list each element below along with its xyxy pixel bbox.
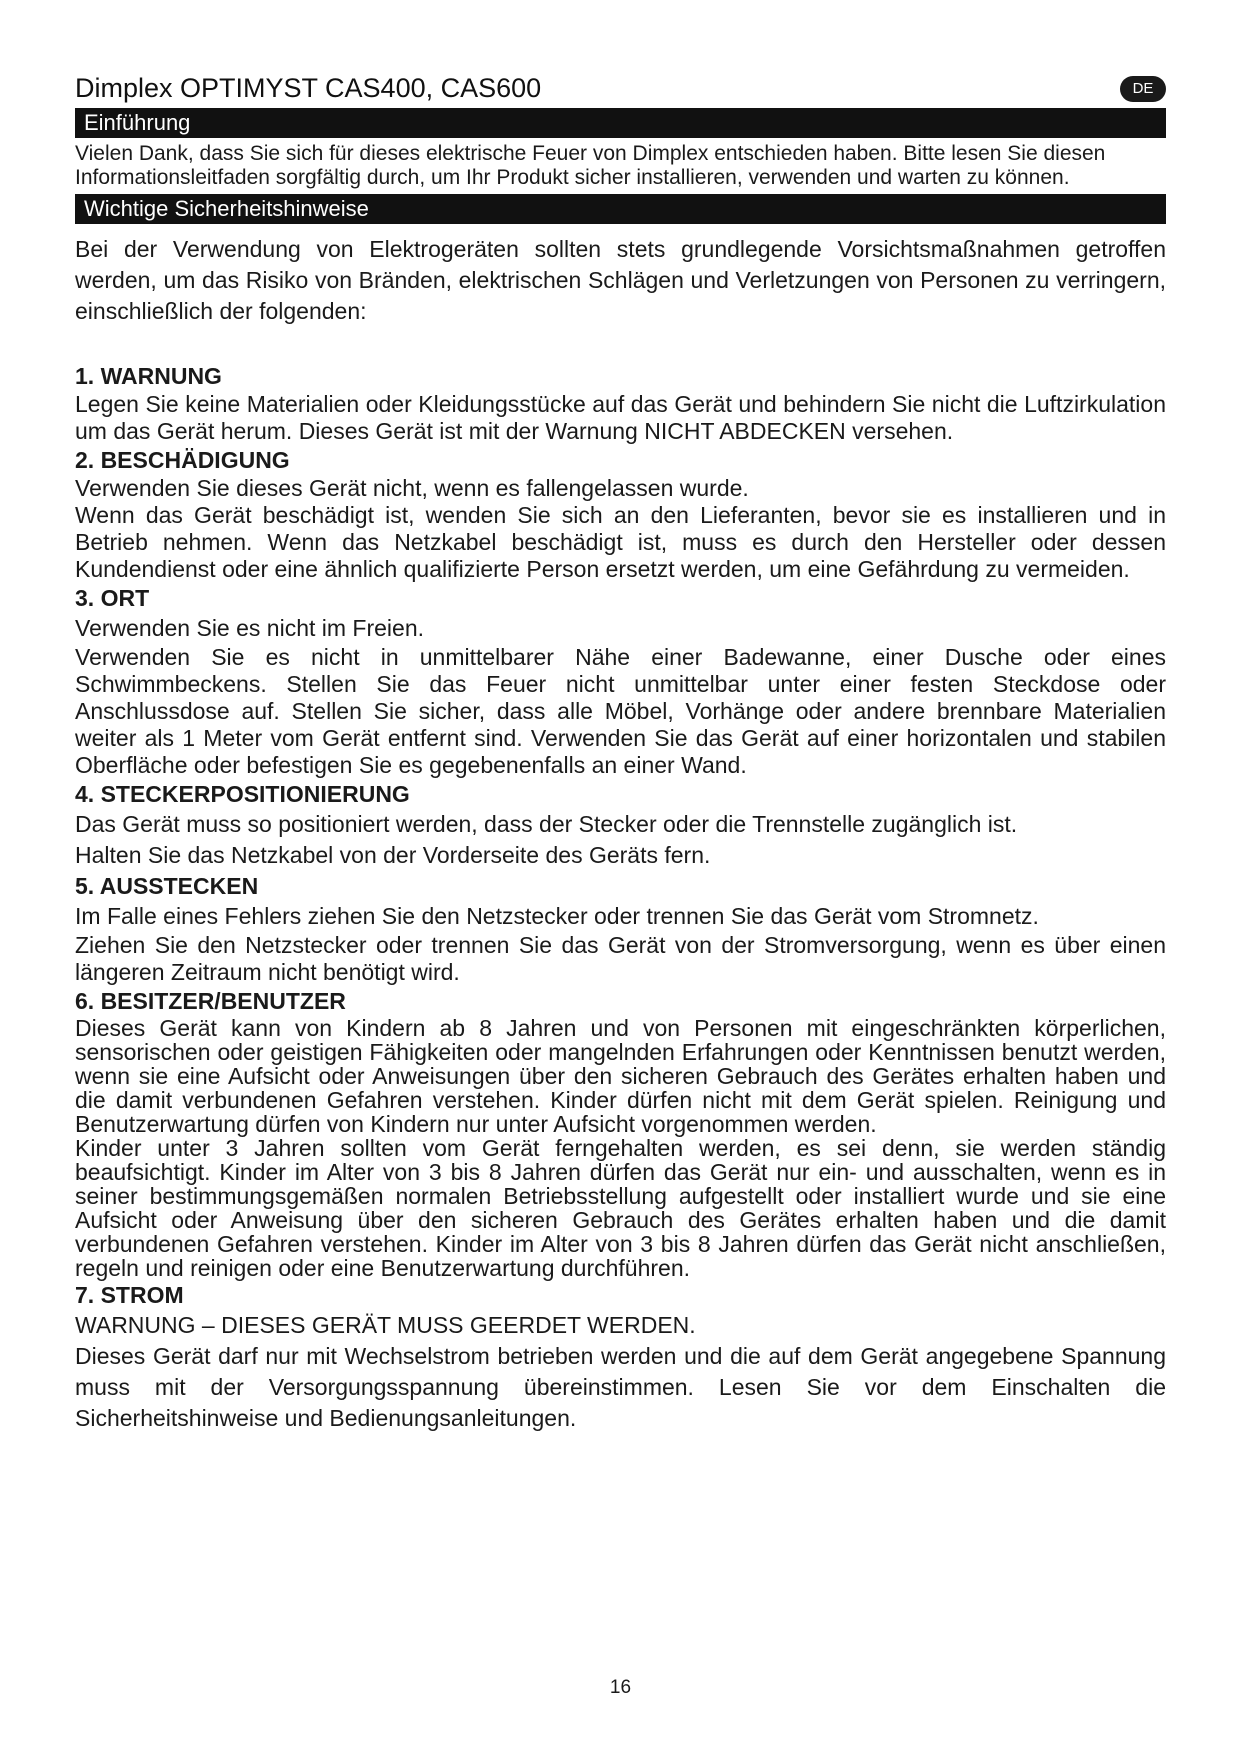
page-header — [75, 72, 1166, 108]
section-besitzer-benutzer — [75, 986, 1166, 1280]
safety-heading-bar: Wichtige Sicherheitshinweise — [75, 194, 1166, 224]
section-heading: 6. BESITZER/BENUTZER — [75, 988, 346, 1014]
page-number: 16 — [609, 1677, 632, 1698]
section-warnung — [75, 361, 1166, 445]
section-ausstecken — [75, 871, 1166, 986]
intro-text: Vielen Dank, dass Sie sich für dieses elektrische Feuer von Dimplex entschieden haben. Bitte lesen Sie diesen Informationsleitfaden sorgfältig durch, um Ihr Produkt sicher installieren, verwenden und warten zu können. — [75, 142, 1106, 189]
section-paragraph: Legen Sie keine Materialien oder Kleidungsstücke auf das Gerät und behindern Sie nicht die Luftzirkulation um das Gerät herum. Dieses Gerät ist mit der Warnung NICHT ABDECKEN versehen. — [75, 391, 1166, 444]
section-heading: 2. BESCHÄDIGUNG — [75, 447, 290, 473]
section-paragraph: Ziehen Sie den Netzstecker oder trennen Sie das Gerät von der Stromversorgung, wenn es über einen längeren Zeitraum nicht benötigt wird. — [75, 932, 1166, 985]
section-heading: 3. ORT — [75, 585, 150, 611]
section-steckerpositionierung — [75, 779, 1166, 871]
section-paragraph: Halten Sie das Netzkabel von der Vorderseite des Geräts fern. — [75, 842, 711, 868]
section-paragraph: Dieses Gerät kann von Kindern ab 8 Jahren und von Personen mit eingeschränkten körperlichen, sensorischen oder geistigen Fähigkeiten oder mangelnden Erfahrungen oder Kenntnissen benutzt werden, wenn sie eine Aufsicht oder Anweisungen über den sicheren Gebrauch des Gerätes erhalten haben und die damit verbundenen Gefahren verstehen. Kinder dürfen nicht mit dem Gerät spielen. Reinigung und Benutzerwartung dürfen von Kindern nur unter Aufsicht vorgenommen werden. — [75, 1015, 1166, 1137]
section-paragraph: Dieses Gerät darf nur mit Wechselstrom betrieben werden und die auf dem Gerät angegebene Spannung muss mit der Versorgungsspannung übereinstimmen. Lesen Sie vor dem Einschalten die Sicherheitshinweise und Bedienungsanleitungen. — [75, 1343, 1166, 1431]
section-ort — [75, 583, 1166, 779]
section-heading: 1. WARNUNG — [75, 363, 222, 389]
section-heading: 4. STECKERPOSITIONIERUNG — [75, 781, 410, 807]
section-paragraph: WARNUNG – DIESES GERÄT MUSS GEERDET WERDEN. — [75, 1312, 696, 1338]
section-paragraph: Verwenden Sie es nicht in unmittelbarer Nähe einer Badewanne, einer Dusche oder eines Schwimmbeckens. Stellen Sie das Feuer nicht unmittelbar unter einer festen Steckdose oder Anschlussdose auf. Stellen Sie sicher, dass alle Möbel, Vorhänge oder andere brennbare Materialien weiter als 1 Meter vom Gerät entfernt sind. Verwenden Sie das Gerät auf einer horizontalen und stabilen Oberfläche oder befestigen Sie es gegebenenfalls an einer Wand. — [75, 644, 1166, 778]
section-paragraph: Das Gerät muss so positioniert werden, dass der Stecker oder die Trennstelle zugänglich ist. — [75, 811, 1018, 837]
section-beschaedigung — [75, 445, 1166, 583]
document-title: Dimplex OPTIMYST CAS400, CAS600 — [75, 73, 542, 103]
section-paragraph: Wenn das Gerät beschädigt ist, wenden Sie sich an den Lieferanten, bevor sie es installieren und in Betrieb nehmen. Wenn das Netzkabel beschädigt ist, muss es durch den Hersteller oder dessen Kundendienst oder eine ähnlich qualifizierte Person ersetzt werden, um eine Gefährdung zu vermeiden. — [75, 502, 1166, 582]
safety-sections — [75, 361, 1166, 1434]
section-paragraph: Verwenden Sie dieses Gerät nicht, wenn es fallengelassen wurde. — [75, 475, 749, 501]
section-paragraph: Im Falle eines Fehlers ziehen Sie den Netzstecker oder trennen Sie das Gerät vom Stromnetz. — [75, 903, 1039, 929]
section-paragraph: Verwenden Sie es nicht im Freien. — [75, 615, 425, 641]
section-strom — [75, 1280, 1166, 1434]
document-page — [75, 72, 1166, 1434]
section-heading: 7. STROM — [75, 1282, 184, 1308]
intro-heading-bar: Einführung — [75, 108, 1166, 138]
section-heading: 5. AUSSTECKEN — [75, 873, 259, 899]
safety-lead-text: Bei der Verwendung von Elektrogeräten sollten stets grundlegende Vorsichtsmaßnahmen getroffen werden, um das Risiko von Bränden, elektrischen Schlägen und Verletzungen von Personen zu verringern, einschließlich der folgenden: — [75, 236, 1166, 324]
language-badge: DE — [1120, 76, 1166, 102]
section-paragraph: Kinder unter 3 Jahren sollten vom Gerät ferngehalten werden, es sei denn, sie werden ständig beaufsichtigt. Kinder im Alter von 3 bis 8 Jahren dürfen das Gerät nur ein- und ausschalten, wenn es in seiner bestimmungsgemäßen normalen Betriebsstellung aufgestellt oder installiert wurde und sie eine Aufsicht oder Anweisung über den sicheren Gebrauch des Gerätes erhalten haben und die damit verbundenen Gefahren verstehen. Kinder im Alter von 3 bis 8 Jahren dürfen das Gerät nicht anschließen, regeln und reinigen oder eine Benutzerwartung durchführen. — [75, 1135, 1166, 1281]
